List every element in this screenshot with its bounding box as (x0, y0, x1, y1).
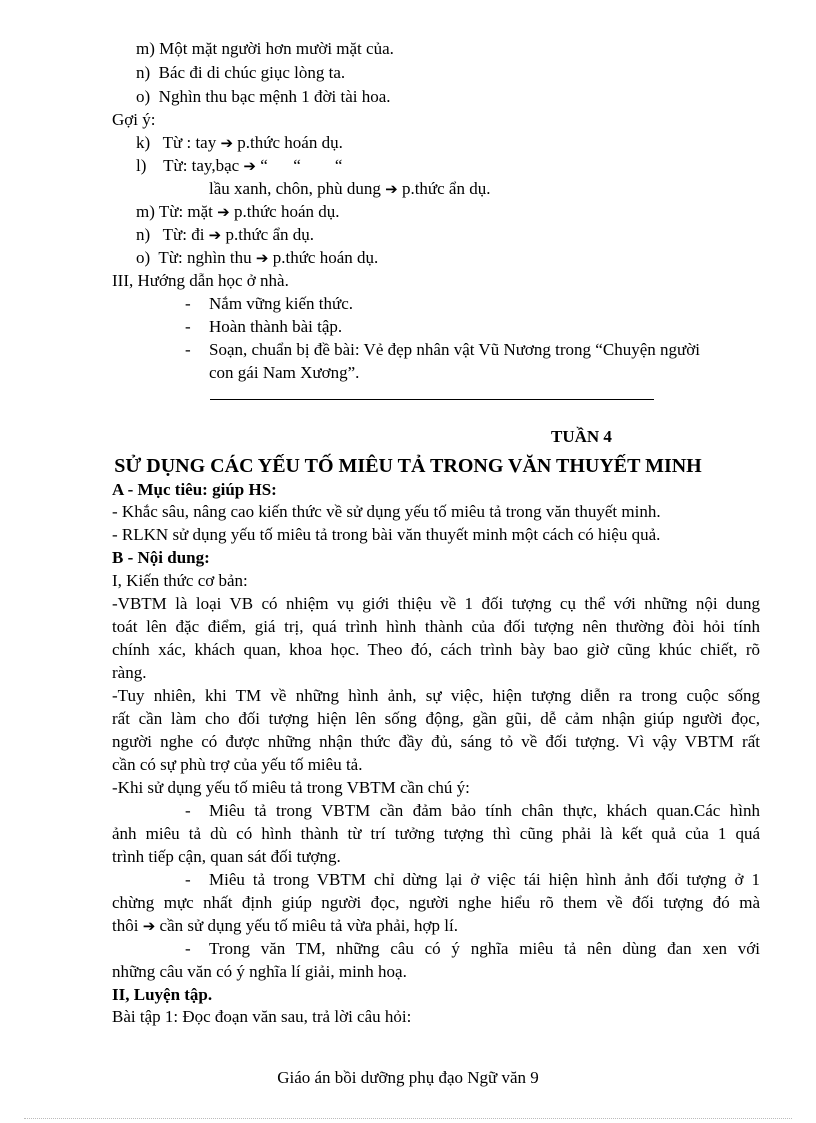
paragraph-line: ràng. (112, 663, 147, 682)
right-arrow-icon: ➔ (243, 157, 256, 175)
paragraph-line: -Tuy nhiên, khi TM về những hình ảnh, sự việc, hiện tượng diễn ra trong cuộc sống (112, 686, 760, 705)
hint-marker: o) (136, 248, 151, 267)
bullet-dash: - (185, 294, 191, 313)
hint-n (136, 224, 314, 246)
bullet-dash: - (185, 801, 191, 820)
right-arrow-icon: ➔ (220, 134, 234, 152)
homework-item (185, 339, 700, 361)
homework-text: Nắm vững kiến thức. (209, 294, 354, 313)
hint-text: Từ: mặt (158, 202, 213, 221)
hint-o (136, 247, 378, 269)
list-item-o (136, 86, 391, 108)
hint-k (136, 132, 343, 154)
page-footer: Giáo án bồi dưỡng phụ đạo Ngữ văn 9 (277, 1068, 539, 1087)
bullet-line (112, 915, 458, 937)
list-marker: o) (136, 87, 151, 106)
right-arrow-icon: ➔ (142, 917, 156, 935)
list-text: Bác đi di chúc giục lòng ta. (158, 63, 346, 82)
hint-m (136, 201, 340, 223)
bullet-dash: - (185, 317, 191, 336)
list-item-m (136, 38, 394, 60)
bullet-line: Trong văn TM, những câu có ý nghĩa miêu tả nên dùng đan xen với (209, 939, 760, 958)
bullet-line: chừng mực nhất định giúp người đọc, người nghe hiểu rõ them về đối tượng đó mà (112, 893, 760, 912)
hint-result: p.thức hoán dụ. (237, 133, 343, 152)
bullet-text: cần sử dụng yếu tố miêu tả vừa phải, hợp lí. (159, 916, 458, 935)
homework-text: Soạn, chuẩn bị đề bài: Vẻ đẹp nhân vật Vũ Nương trong “Chuyện người (209, 340, 700, 359)
homework-item (185, 293, 354, 315)
footer-dotted-line (24, 1118, 792, 1119)
paragraph-line: toát lên đặc điểm, giá trị, quá trình hình thành của đối tượng nên thường đòi hỏi tính (112, 617, 760, 636)
hint-result: p.thức ẩn dụ. (401, 179, 491, 198)
bullet-line: trình tiếp cận, quan sát đối tượng. (112, 847, 341, 866)
homework-item (185, 316, 343, 338)
paragraph-line: cần có sự phù trợ của yếu tố miêu tả. (112, 755, 363, 774)
hint-label: Gợi ý: (112, 110, 156, 129)
list-text: Một mặt người hơn mười mặt của. (159, 39, 394, 58)
paragraph-line: rất cần làm cho đối tượng hiện lên sống động, gần gũi, dễ cảm nhận giúp người đọc, (112, 709, 760, 728)
part-b-heading: B - Nội dung: (112, 548, 210, 567)
subsection-2-heading: II, Luyện tập. (112, 985, 213, 1004)
hint-marker: l) (136, 156, 147, 175)
hint-text: lầu xanh, chôn, phù dung (209, 179, 381, 198)
exercise-prompt: Bài tập 1: Đọc đoạn văn sau, trả lời câu hỏi: (112, 1007, 412, 1026)
hint-result: p.thức hoán dụ. (272, 248, 379, 267)
homework-text-continued: con gái Nam Xương”. (209, 363, 360, 382)
bullet-dash: - (185, 939, 191, 958)
paragraph-line: -VBTM là loại VB có nhiệm vụ giới thiệu về 1 đối tượng cụ thể với những nội dung (112, 594, 760, 613)
right-arrow-icon: ➔ (385, 180, 398, 198)
bullet-line: những câu văn có ý nghĩa lí giải, minh hoạ. (112, 962, 407, 981)
part-a-heading: A - Mục tiêu: giúp HS: (112, 480, 277, 499)
bullet-line: ảnh miêu tả dù có hình thành từ trí tưởng tượng thì cũng phải là kết quả của 1 quá (112, 824, 760, 843)
hint-text: Từ : tay (162, 133, 217, 152)
section-3-heading: III, Hướng dẫn học ở nhà. (112, 271, 289, 290)
bullet-text: thôi (112, 916, 139, 935)
bullet-line: Miêu tả trong VBTM chỉ dừng lại ở việc tái hiện hình ảnh đối tượng ở 1 (209, 870, 760, 889)
hint-marker: m) (136, 202, 155, 221)
homework-text: Hoàn thành bài tập. (209, 317, 343, 336)
paragraph-line: chính xác, khách quan, khoa học. Theo đó, cách trình bày bao giờ cũng khúc chiết, rõ (112, 640, 760, 659)
right-arrow-icon: ➔ (208, 226, 222, 244)
bullet-dash: - (185, 870, 191, 889)
hint-l (136, 155, 342, 177)
hint-text: Từ: tay,bạc (163, 156, 240, 175)
right-arrow-icon: ➔ (255, 249, 269, 267)
paragraph-line: -Khi sử dụng yếu tố miêu tả trong VBTM cần chú ý: (112, 778, 470, 797)
list-marker: m) (136, 39, 155, 58)
hint-result: p.thức ẩn dụ. (225, 225, 315, 244)
list-marker: n) (136, 63, 151, 82)
hint-result: p.thức hoán dụ. (234, 202, 340, 221)
bullet-dash: - (185, 340, 191, 359)
objective-line: - Khắc sâu, nâng cao kiến thức về sử dụng yếu tố miêu tả trong văn thuyết minh. (112, 502, 661, 521)
hint-result: “ “ “ (260, 156, 343, 175)
bullet-line: Miêu tả trong VBTM cần đảm bảo tính chân thực, khách quan.Các hình (209, 801, 760, 820)
hint-text: Từ: đi (162, 225, 205, 244)
objective-line: - RLKN sử dụng yếu tố miêu tả trong bài văn thuyết minh một cách có hiệu quả. (112, 525, 661, 544)
hint-l-continued (209, 178, 490, 200)
paragraph-line: người nghe có được những nhận thức đầy đủ, sáng tỏ về đối tượng. Vì vậy VBTM rất (112, 732, 760, 751)
divider-line (210, 399, 654, 400)
list-text: Nghìn thu bạc mệnh 1 đời tài hoa. (158, 87, 391, 106)
hint-text: Từ: nghìn thu (158, 248, 252, 267)
list-item-n (136, 62, 345, 84)
right-arrow-icon: ➔ (217, 203, 230, 221)
hint-marker: n) (136, 225, 151, 244)
subsection-1-heading: I, Kiến thức cơ bản: (112, 571, 248, 590)
lesson-title: SỬ DỤNG CÁC YẾU TỐ MIÊU TẢ TRONG VĂN THUYẾT MINH (114, 455, 702, 477)
hint-marker: k) (136, 133, 151, 152)
week-label: TUẦN 4 (551, 427, 612, 446)
